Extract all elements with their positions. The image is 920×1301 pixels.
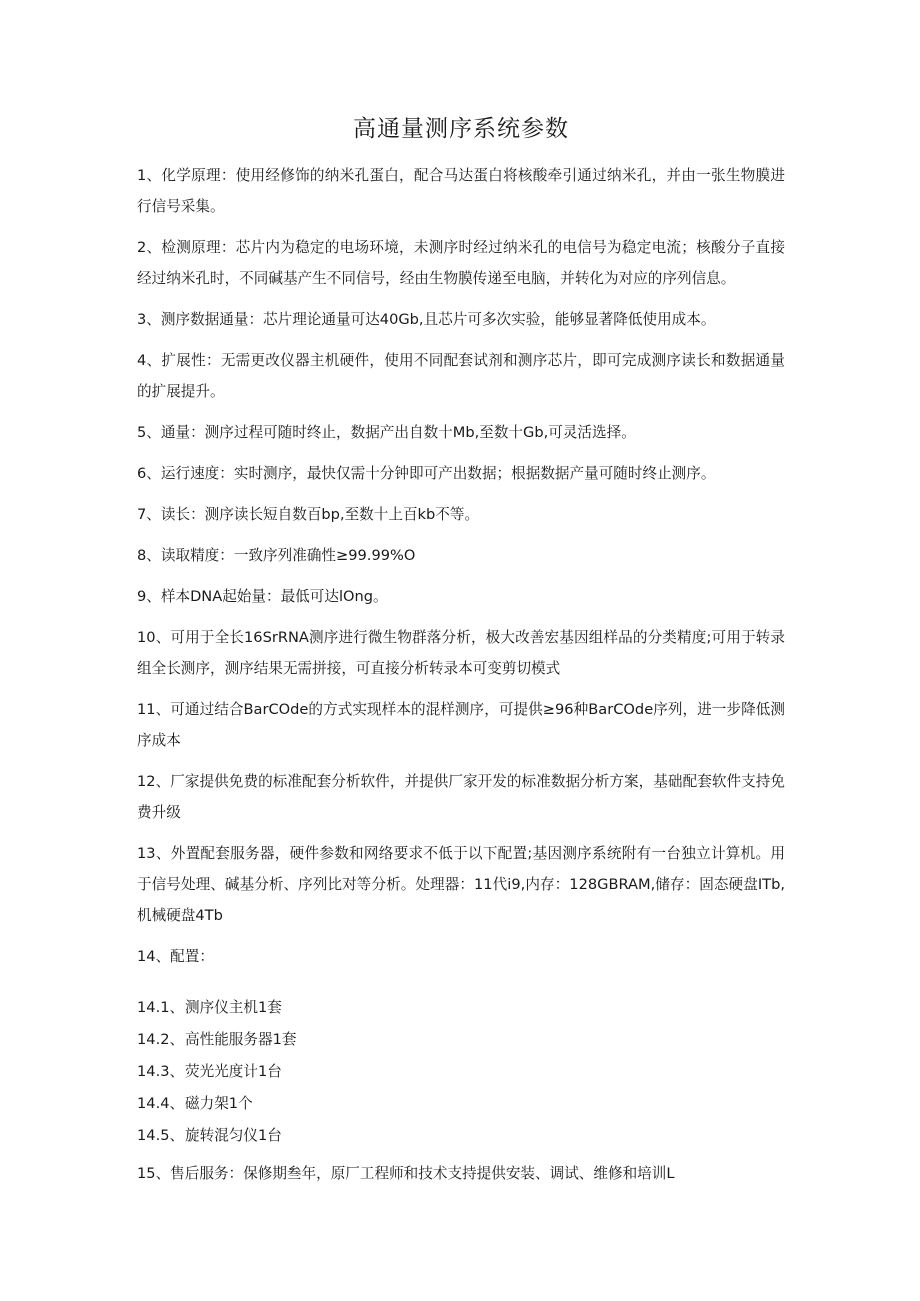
item-throughput: 5、通量：测序过程可随时终止，数据产出自数十Mb,至数十Gb,可灵活选择。: [137, 424, 636, 441]
item-software: 12、厂家提供免费的标准配套分析软件，并提供厂家开发的标准数据分析方案，基础配套软件支持免费升级: [137, 773, 785, 821]
config-item: [137, 1056, 785, 1088]
item-scalability: 4、扩展性：无需更改仪器主机硬件，使用不同配套试剂和测序芯片，即可完成测序读长和数据通量的扩展提升。: [137, 352, 785, 400]
config-item: [137, 992, 785, 1024]
item-barcode: 11、可通过结合BarCOde的方式实现样本的混样测序，可提供≥96种BarCOde序列，进一步降低测序成本: [137, 701, 785, 749]
config-item: [137, 1088, 785, 1120]
item-chemistry-principle: 1、化学原理：使用经修饰的纳米孔蛋白，配合马达蛋白将核酸牵引通过纳米孔，并由一张生物膜进行信号采集。: [137, 167, 785, 215]
config-item: [137, 1120, 785, 1152]
config-item-number: 14.5、: [137, 1127, 185, 1144]
item-configuration: 14、配置：: [137, 948, 214, 965]
config-item-text: 磁力架1个: [185, 1095, 253, 1112]
item-read-accuracy: 8、读取精度：一致序列准确性≥99.99%O: [137, 547, 416, 564]
item-16s-application: 10、可用于全长16SrRNA测序进行微生物群落分析，极大改善宏基因组样品的分类精度;可用于转录组全长测序，测序结果无需拼接，可直接分析转录本可变剪切模式: [137, 629, 785, 677]
config-item-text: 旋转混匀仪1台: [185, 1127, 282, 1144]
config-item-text: 荧光光度计1台: [185, 1063, 282, 1080]
item-server: 13、外置配套服务器，硬件参数和网络要求不低于以下配置;基因测序系统附有一台独立计算机。用于信号处理、碱基分析、序列比对等分析。处理器：11代i9,内存：128GBRAM,储存：固态硬盘ITb,机械硬盘4Tb: [137, 845, 785, 924]
config-item-text: 高性能服务器1套: [185, 1031, 297, 1048]
item-data-throughput: 3、测序数据通量：芯片理论通量可达40Gb,且芯片可多次实验，能够显著降低使用成本。: [137, 311, 716, 328]
config-item: [137, 1024, 785, 1056]
config-item-number: 14.2、: [137, 1031, 185, 1048]
item-run-speed: 6、运行速度：实时测序，最快仅需十分钟即可产出数据；根据数据产量可随时终止测序。: [137, 465, 716, 482]
config-item-number: 14.4、: [137, 1095, 185, 1112]
config-item-number: 14.1、: [137, 999, 185, 1016]
item-after-sales: 15、售后服务：保修期叁年，原厂工程师和技术支持提供安装、调试、维修和培训L: [137, 1165, 675, 1182]
item-read-length: 7、读长：测序读长短自数百bp,至数十上百kb不等。: [137, 506, 480, 523]
configuration-list: [137, 992, 785, 1152]
document-title: 高通量测序系统参数: [353, 116, 569, 142]
item-detection-principle: 2、检测原理：芯片内为稳定的电场环境，未测序时经过纳米孔的电信号为稳定电流；核酸分子直接经过纳米孔时，不同碱基产生不同信号，经由生物膜传递至电脑，并转化为对应的序列信息。: [137, 239, 785, 287]
item-dna-input: 9、样本DNA起始量：最低可达lOng。: [137, 588, 388, 605]
config-item-number: 14.3、: [137, 1063, 185, 1080]
config-item-text: 测序仪主机1套: [185, 999, 282, 1016]
